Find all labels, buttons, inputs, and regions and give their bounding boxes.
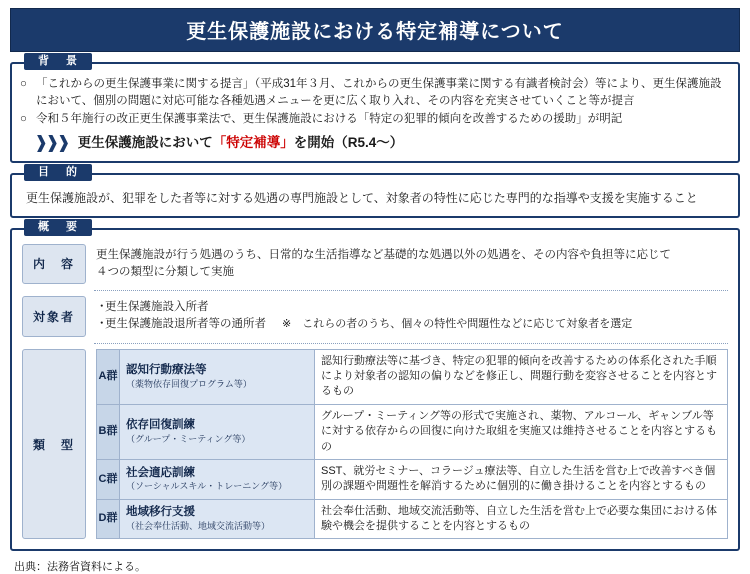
outline-content-text [96,244,728,285]
purpose-section [10,165,740,218]
type-name-cell [120,499,315,539]
background-item [20,111,730,128]
triple-chevron-right-icon: ❱❱❱ [34,133,68,153]
target-item-text: 更生保護施設入所者 [105,301,209,314]
type-desc-cell: グループ・ミーティング等の形式で実施され、薬物、アルコール、ギャンブル等に対する依存からの回復に向けた取組を実施又は維持させることを内容とするもの [315,404,728,459]
background-callout [34,133,730,153]
target-item [96,299,728,316]
outline-target-text [96,296,728,337]
type-name-cell [120,404,315,459]
outline-types-label: 類 型 [22,349,86,540]
outline-target-label: 対象者 [22,296,86,337]
divider [94,343,728,344]
type-name-cell [120,459,315,499]
type-group-cell [97,404,120,459]
type-group-text: D群 [98,512,118,525]
background-section-tag: 背 景 [24,53,92,70]
bullet-circle-icon: ○ [20,113,27,126]
outline-content-row [22,244,728,285]
bullet-circle-icon: ○ [20,78,27,90]
type-name-text: 依存回復訓練 [126,419,195,432]
background-item [20,76,730,109]
type-name-cell [120,349,315,404]
callout-text [78,133,404,153]
table-row [97,404,728,459]
background-body [20,76,730,153]
type-group-cell [97,349,120,404]
table-row [97,349,728,404]
purpose-text: 更生保護施設が、犯罪をした者等に対する処遇の専門施設として、対象者の特性に応じた専門的な指導や支援を実施すること [26,190,698,205]
outline-content-line: 更生保護施設が行う処遇のうち、日常的な生活指導など基礎的な処遇以外の処遇を、その内容や負担等に応じて [96,248,671,261]
callout-prefix: 更生保護施設において [77,135,213,151]
target-item [96,316,728,333]
source-note: 出典：法務省資料による。 [14,561,146,574]
background-section [10,55,740,163]
outline-types-row [22,349,728,540]
type-desc-cell: SST、就労セミナー、コラージュ療法等、自立した生活を営む上で改善すべき個別の課題や問題性を解消するために個別的に働き掛けることを内容とするもの [315,459,728,499]
type-name-sub: （薬物依存回復プログラム等） [126,378,252,389]
bullet-dot-icon: ・ [96,318,108,331]
type-group-text: C群 [98,472,118,485]
divider [94,290,728,291]
type-group-text: A群 [98,369,118,382]
types-table [96,349,728,540]
callout-highlight: 「特定補導」 [212,135,294,151]
type-name-sub: （グループ・ミーティング等） [126,433,251,444]
outline-content-line: ４つの類型に分類して実施 [96,265,234,278]
page-title: 更生保護施設における特定補導について [10,8,740,52]
table-row [97,459,728,499]
type-group-cell [97,499,120,539]
target-note: ※ これらの者のうち、個々の特性や問題性などに応じて対象者を選定 [282,318,633,331]
outline-section-tag: 概 要 [24,219,92,236]
outline-target-row [22,296,728,337]
purpose-section-tag: 目 的 [24,164,92,181]
type-group-text: B群 [98,425,118,438]
type-group-cell [97,459,120,499]
background-item-text: 令和５年施行の改正更生保護事業法で、更生保護施設における「特定の犯罪的傾向を改善するための援助」が明記 [36,113,623,126]
callout-suffix: を開始（R5.4～） [293,135,404,151]
type-name-sub: （社会奉仕活動、地域交流活動等） [126,521,271,532]
type-name-sub: （ソーシャルスキル・トレーニング等） [126,481,288,492]
outline-section [10,220,740,552]
type-desc-cell: 認知行動療法等に基づき、特定の犯罪的傾向を改善するための体系化された手順により対象者の認知の偏りなどを修正し、問題行動を変容させることを内容とするもの [315,349,728,404]
type-name-text: 認知行動療法等 [126,363,207,376]
bullet-dot-icon: ・ [96,301,108,314]
type-desc-cell: 社会奉仕活動、地域交流活動等、自立した生活を営む上で必要な集団における体験や機会を提供することを内容とするもの [315,499,728,539]
type-name-text: 社会適応訓練 [126,466,195,479]
target-item-text: 更生保護施設退所者等の通所者 [105,318,266,331]
type-name-text: 地域移行支援 [126,506,195,519]
background-item-text: 「これからの更生保護事業に関する提言」（平成31年３月、これからの更生保護事業に関する有識者検討会）等により、更生保護施設において、個別の問題に対応可能な各種処遇メニューを更に広く取り入れ、その内容を充実させていくこと等が提言 [36,78,722,107]
outline-content-label: 内 容 [22,244,86,285]
table-row [97,499,728,539]
